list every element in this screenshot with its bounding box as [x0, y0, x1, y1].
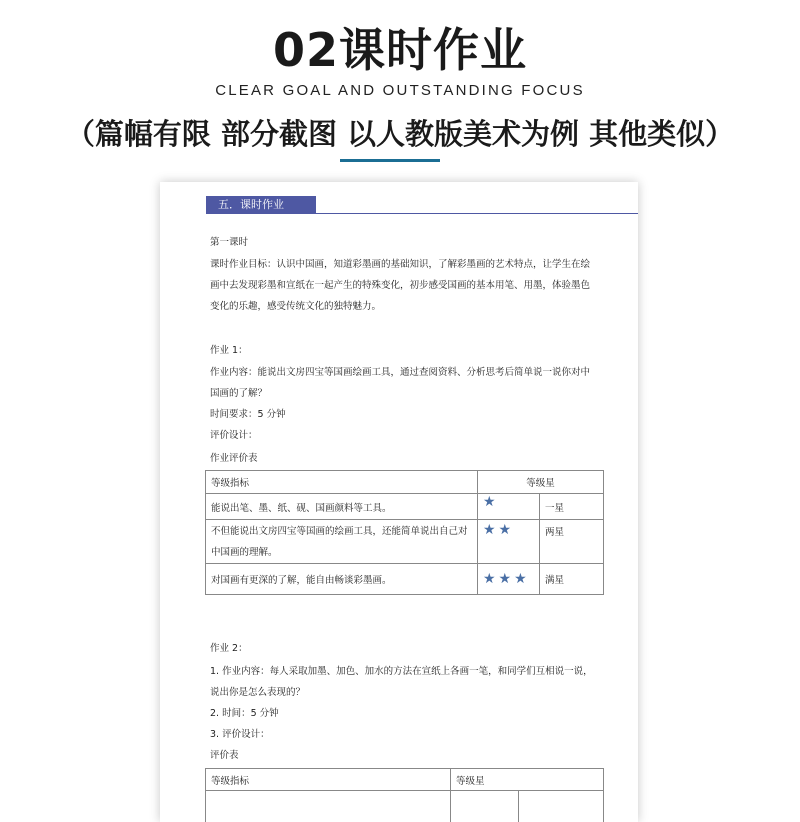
hw2-content: 1. 作业内容：每人采取加墨、加色、加水的方法在宣纸上各画一笔，和同学们互相说一说， 说出你是怎么表现的？	[210, 661, 605, 703]
header-stars: 等级星	[478, 471, 604, 494]
hw2-eval-design: 3. 评价设计：	[210, 724, 605, 746]
grade-cell: 两星	[540, 520, 604, 564]
lesson-title: 第一课时	[210, 232, 605, 254]
indicator-cell: 不但能说出文房四宝等国画的绘画工具，还能简单说出自己对 中国画的理解。	[206, 520, 478, 564]
hw1-title: 作业 1：	[210, 340, 605, 362]
table-row	[206, 520, 604, 564]
hw1-eval-design: 评价设计：	[210, 425, 605, 447]
table-row	[206, 564, 604, 595]
indicator-cell: 能说出笔、墨、纸、砚、国画颜料等工具。	[206, 494, 478, 520]
stars-cell	[451, 791, 519, 822]
grade-cell: 满星	[540, 564, 604, 595]
lesson-goal: 课时作业目标：认识中国画，知道彩墨画的基础知识，了解彩墨画的艺术特点，让学生在绘 画中去发现彩墨和宣纸在一起产生的特殊变化，初步感受国画的基本用笔、用墨，体验墨色 变化的乐趣，感受传统文化的独特魅力。	[210, 254, 605, 317]
hw2-title: 作业 2：	[210, 638, 605, 660]
hw2-time: 2. 时间：5 分钟	[210, 703, 605, 725]
header-stars: 等级星	[451, 769, 604, 791]
document-page	[160, 182, 638, 822]
star-icon: ★★★	[483, 571, 530, 587]
page-subtitle: CLEAR GOAL AND OUTSTANDING FOCUS	[0, 82, 800, 99]
section-tab: 五．课时作业	[206, 196, 316, 214]
header-indicator: 等级指标	[206, 769, 451, 791]
table-row	[206, 791, 604, 822]
page-note: （篇幅有限 部分截图 以人教版美术为例 其他类似）	[0, 112, 800, 153]
page-title: 02课时作业	[0, 14, 800, 80]
header-indicator: 等级指标	[206, 471, 478, 494]
star-icon: ★★	[483, 522, 514, 538]
table-header-row	[206, 769, 604, 791]
hw1-table-caption: 作业评价表	[210, 448, 605, 470]
grade-cell	[519, 791, 604, 822]
hw1-time: 时间要求：5 分钟	[210, 404, 605, 426]
grade-cell: 一星	[540, 494, 604, 520]
hw2-table-caption: 评价表	[210, 745, 605, 767]
indicator-cell	[206, 791, 451, 822]
stars-cell	[478, 494, 540, 520]
hw1-content: 作业内容：能说出文房四宝等国画绘画工具，通过查阅资料、分析思考后简单说一说你对中 国画的了解？	[210, 362, 605, 404]
stars-cell	[478, 564, 540, 595]
stars-cell	[478, 520, 540, 564]
accent-divider	[340, 159, 440, 162]
hw1-eval-table	[205, 470, 604, 595]
hw2-eval-table	[205, 768, 604, 822]
star-icon: ★	[483, 494, 499, 510]
indicator-cell: 对国画有更深的了解，能自由畅谈彩墨画。	[206, 564, 478, 595]
section-rule	[206, 213, 638, 214]
table-row	[206, 494, 604, 520]
table-header-row	[206, 471, 604, 494]
